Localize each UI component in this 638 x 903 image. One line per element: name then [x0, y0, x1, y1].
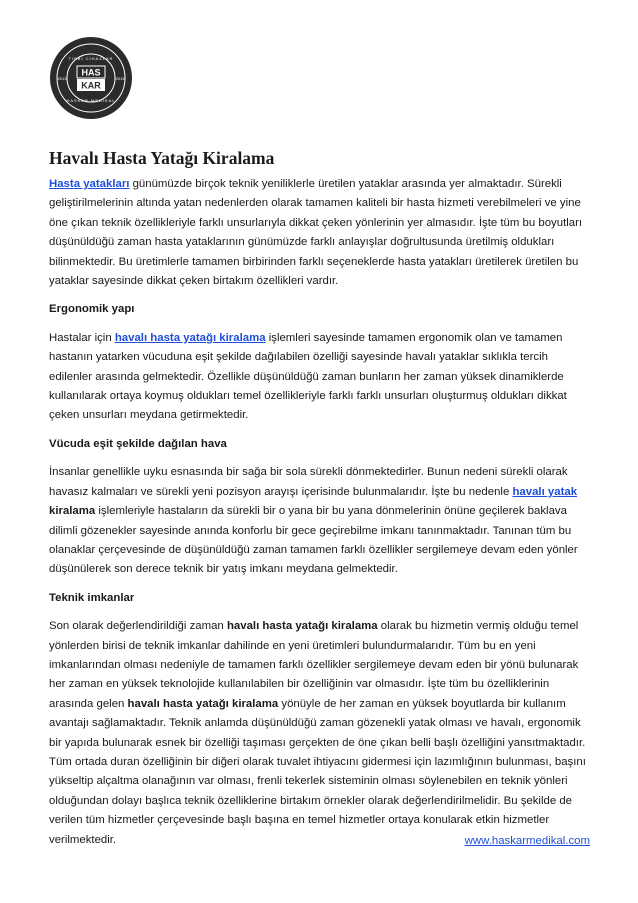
ergonomik-paragraph: Hastalar için havalı hasta yatağı kiralama işlemleri sayesinde tamamen ergonomik olan ve tamamen hastanın yatarken vücuduna eşit şekilde dağılabilen özelliği sayesinde havalı yataklar sıklıkla tercih edilenler arasında gelmektedir. Özellikle düşünüldüğü zaman bunların her zaman yüksek dinamiklerde kullanılarak ortaya koymuş oldukları temel özellikleriyle farklı farklı unsurları oluşturmuş oldukları dikkat çeken unsurları meydana getirmektedir. — [49, 331, 567, 422]
havali-hasta-yatagi-kiralama-link[interactable]: havalı hasta yatağı kiralama — [114, 331, 266, 344]
svg-text:2013: 2013 — [115, 76, 125, 81]
section-heading-ergonomik: Ergonomik yapı — [49, 303, 135, 316]
intro-paragraph: Hasta yatakları günümüzde birçok teknik yeniliklerle üretilen yataklar arasında yer almaktadır. Sürekli geliştirilmelerinin altında yatan nedenlerden olarak tamamen kaliteli bir hasta hizmeti verebilmeleri ve yine öne çıkan teknik özellikleriyle farklı unsurlarıyla dikkat çeken yönlerinin yer almasıdır. İşte tüm bu boyutları düşünüldüğü zaman hasta yataklarının günümüzde farklı anlayışlar doğrultusunda üretilmiş oldukları bilinmektedir. Bu üretimlerle tamamen birbirinden farklı seçeneklerde hasta yatakları üretilerek üretilen bu yataklar sayesinde dikkat çeken birtakım özellikleri vardır. — [49, 178, 583, 288]
haskar-logo — [49, 36, 133, 120]
section-heading-teknik: Teknik imkanlar — [49, 591, 135, 604]
svg-text:KAR: KAR — [81, 80, 101, 91]
hasta-yataklari-link[interactable]: Hasta yatakları — [49, 178, 130, 190]
teknik-paragraph: Son olarak değerlendirildiği zaman havalı hasta yatağı kiralama olarak bu hizmetin vermiş olduğu temel yönlerden birisi de teknik imkanlar dahilinde en yeni üretimleri bulundurmalarıdır. Tüm bu en yeni imkanlarından olması nedeniyle de tamamen farklı özellikler sergilemeye devam eden bir yönü bulunarak her zaman en yüksek teknolojide kullanılabilen bir özelliğinin var olmasıdır. İşte tüm bu özelliklerinin arasında gelen havalı hasta yatağı kiralama yönüyle de her zaman en yüksek boyutlarda bir kullanım avantajı sağlamaktadır. Teknik anlamda düşünüldüğü zaman gözenekli yatak olması ve havalı, ergonomik bir yapıda bulunarak esnek bir özelliği taşıması gerçekten de öne çıkan belli başlı özelliğini yansıtmaktadır. Tüm ortada duran özelliğinin bir diğeri olarak tuvalet ihtiyacını gidermesi için lazımlığının bulunması, başını yükseltip alçaltma olanağının var olması, frenli tekerlek sisteminin olması söylenebilen en teknik yönleri olduğundan dolayı başlıca teknik özelliklerine birtakım örnekler olarak değerlendirilmelidir. Bu şekilde de verilen tüm hizmetler çerçevesinde başlı başına en temel hizmetler ortaya konularak etkin hizmetler verilmektedir. — [49, 620, 586, 846]
svg-text:HAS: HAS — [81, 67, 101, 78]
article-body — [49, 175, 591, 850]
svg-text:2013: 2013 — [57, 76, 67, 81]
svg-text:HASKAR MEDİKAL: HASKAR MEDİKAL — [66, 98, 116, 103]
svg-text:TIBBİ CİHAZLAR: TIBBİ CİHAZLAR — [68, 56, 114, 61]
website-link[interactable]: www.haskarmedikal.com — [464, 835, 590, 847]
vucuda-paragraph: İnsanlar genellikle uyku esnasında bir sağa bir sola sürekli dönmektedirler. Bunun nedeni sürekli olarak havasız kalmaları ve sürekli yeni pozisyon arayışı içerisinde bulunmalarıdır. İşte bu nedenle havalı yatak kiralama işlemleriyle hastaların da sürekli bir o yana bir bu yana dönmelerinin önüne geçilerek baklava dilimli gözenekler sayesinde anında konforlu bir gece geçirebilme imkanı tanınmaktadır. Tanınan tüm bu olanaklar çerçevesinde de düşünüldüğü zaman tamamen farklı özellikler sergilemeye devam eden yönler düşünülerek son derece teknik bir yatış imkanı meydana gelmektedir. — [49, 466, 578, 576]
havali-yatak-link[interactable]: havalı yatak — [512, 485, 578, 498]
section-heading-vucuda: Vücuda eşit şekilde dağılan hava — [49, 437, 227, 450]
page-title: Havalı Hasta Yatağı Kiralama — [49, 148, 275, 168]
